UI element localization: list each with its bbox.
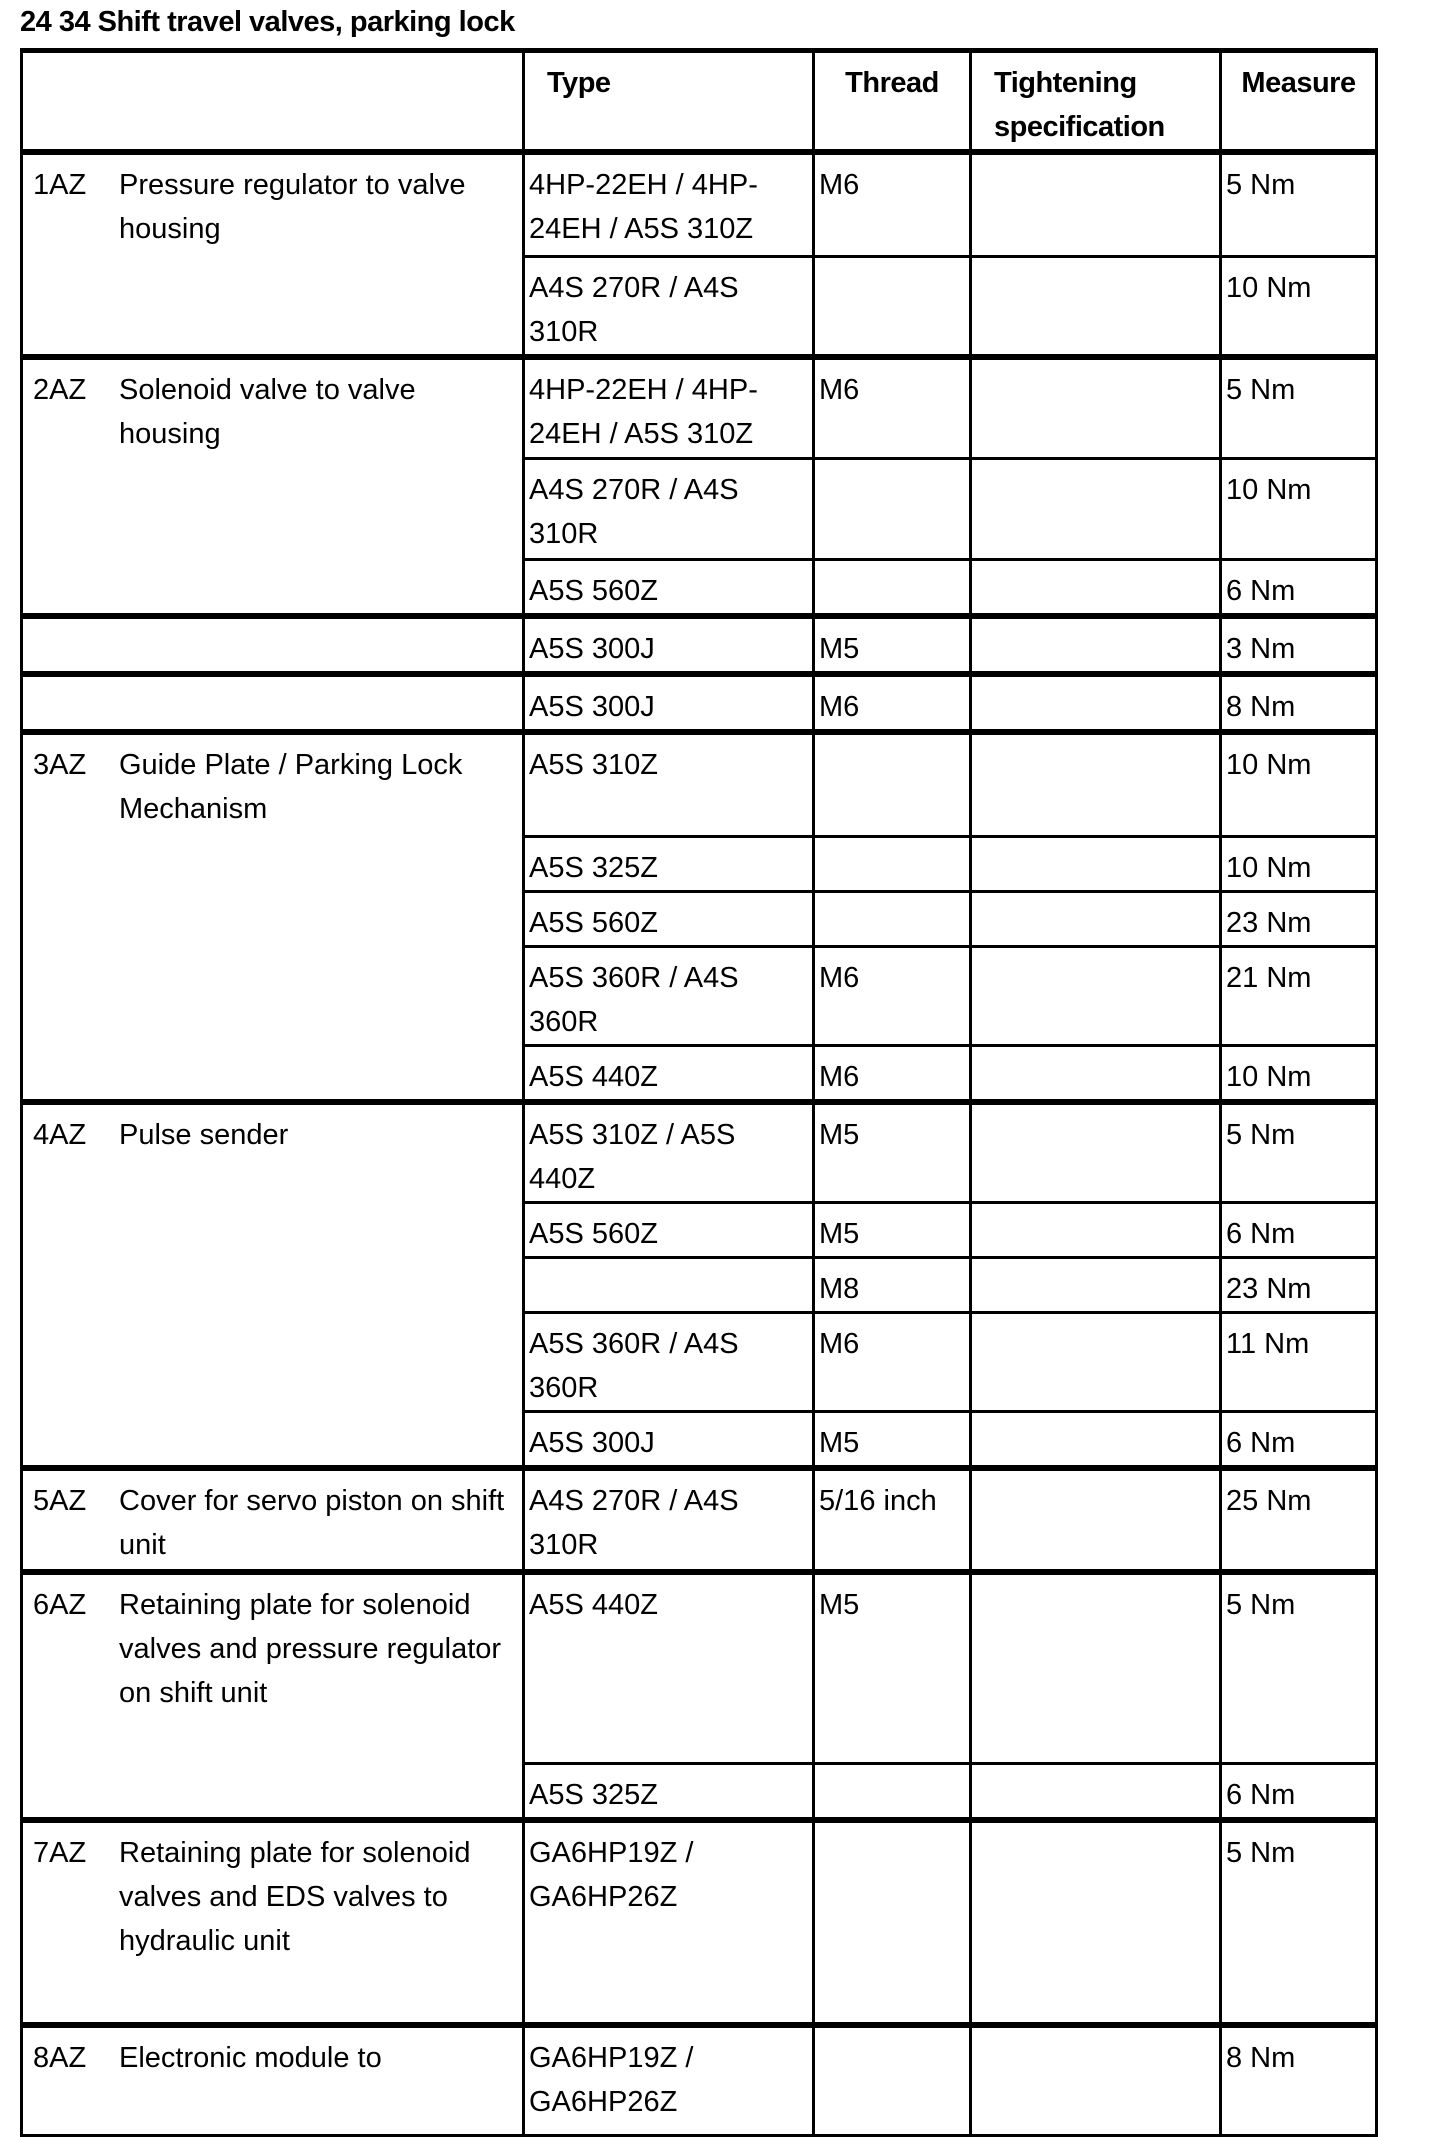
spec-cell [971, 1764, 1221, 1821]
type-cell: A5S 560Z [524, 891, 814, 946]
section-title: 24 34 Shift travel valves, parking lock [20, 6, 515, 38]
type-cell: A5S 440Z [524, 1045, 814, 1102]
thread-cell: 5/16 inch [814, 1468, 971, 1572]
spec-cell [971, 891, 1221, 946]
spec-cell [971, 1468, 1221, 1572]
thread-cell: M6 [814, 1312, 971, 1411]
type-cell: A5S 360R / A4S 360R [524, 946, 814, 1045]
measure-cell: 5 Nm [1221, 1820, 1377, 2025]
table-row [22, 616, 1377, 674]
measure-cell: 5 Nm [1221, 1102, 1377, 1203]
spec-cell [971, 732, 1221, 836]
type-cell: A5S 300J [524, 1411, 814, 1468]
measure-cell: 10 Nm [1221, 1045, 1377, 1102]
type-cell: A5S 310Z [524, 732, 814, 836]
table-row [22, 152, 1377, 256]
spec-cell [971, 357, 1221, 459]
item-code: 6AZ [33, 1588, 87, 1621]
item-code: 4AZ [33, 1118, 87, 1151]
spec-cell [971, 459, 1221, 560]
table-row [22, 674, 1377, 732]
thread-cell: M6 [814, 946, 971, 1045]
measure-cell: 6 Nm [1221, 1411, 1377, 1468]
measure-cell: 5 Nm [1221, 1572, 1377, 1764]
item-code: 1AZ [33, 169, 87, 201]
type-cell: A5S 300J [524, 616, 814, 674]
header-type: Type [524, 51, 814, 153]
measure-cell: 8 Nm [1221, 674, 1377, 732]
measure-cell: 10 Nm [1221, 732, 1377, 836]
item-cell [22, 2025, 524, 2135]
spec-cell [971, 1257, 1221, 1312]
spec-cell [971, 616, 1221, 674]
header-item [22, 51, 524, 153]
header-measure: Measure [1221, 51, 1377, 153]
item-description: Retaining plate for solenoid valves and EDS valves to hydraulic unit [119, 1837, 471, 1957]
thread-cell: M5 [814, 616, 971, 674]
type-cell: A5S 300J [524, 674, 814, 732]
measure-cell: 6 Nm [1221, 1202, 1377, 1257]
item-cell [22, 732, 524, 1102]
measure-cell: 10 Nm [1221, 256, 1377, 357]
spec-cell [971, 1045, 1221, 1102]
type-cell [524, 1257, 814, 1312]
thread-cell: M6 [814, 674, 971, 732]
type-cell: A4S 270R / A4S 310R [524, 459, 814, 560]
type-cell: A5S 310Z / A5S 440Z [524, 1102, 814, 1203]
item-description: Electronic module to [119, 2042, 382, 2074]
measure-cell: 11 Nm [1221, 1312, 1377, 1411]
thread-cell [814, 459, 971, 560]
type-cell: A5S 325Z [524, 836, 814, 891]
item-cell [22, 674, 524, 732]
thread-cell [814, 891, 971, 946]
type-cell: A5S 360R / A4S 360R [524, 1312, 814, 1411]
item-code: 2AZ [33, 373, 87, 406]
item-cell [22, 152, 524, 357]
item-cell [22, 616, 524, 674]
type-cell: 4HP-22EH / 4HP-24EH / A5S 310Z [524, 357, 814, 459]
table-row [22, 1102, 1377, 1203]
thread-cell: M6 [814, 1045, 971, 1102]
item-cell [22, 1468, 524, 1572]
thread-cell: M6 [814, 152, 971, 256]
item-cell [22, 1820, 524, 2025]
table-row [22, 1820, 1377, 2025]
type-cell: A5S 325Z [524, 1764, 814, 1821]
item-code: 8AZ [33, 2042, 87, 2074]
type-cell: 4HP-22EH / 4HP-24EH / A5S 310Z [524, 152, 814, 256]
thread-cell [814, 256, 971, 357]
spec-cell [971, 674, 1221, 732]
thread-cell: M5 [814, 1102, 971, 1203]
measure-cell: 8 Nm [1221, 2025, 1377, 2135]
thread-cell [814, 1820, 971, 2025]
thread-cell: M5 [814, 1411, 971, 1468]
table-row [22, 2025, 1377, 2135]
thread-cell: M5 [814, 1202, 971, 1257]
type-cell: GA6HP19Z / GA6HP26Z [524, 2025, 814, 2135]
item-description: Retaining plate for solenoid valves and pressure regulator on shift unit [119, 1588, 502, 1709]
measure-cell: 10 Nm [1221, 459, 1377, 560]
item-cell [22, 1102, 524, 1468]
table-row [22, 357, 1377, 459]
item-code: 5AZ [33, 1484, 87, 1517]
spec-cell [971, 1202, 1221, 1257]
thread-cell [814, 836, 971, 891]
spec-cell [971, 2025, 1221, 2135]
measure-cell: 21 Nm [1221, 946, 1377, 1045]
spec-cell [971, 1820, 1221, 2025]
type-cell: A4S 270R / A4S 310R [524, 256, 814, 357]
spec-cell [971, 836, 1221, 891]
type-cell: A5S 440Z [524, 1572, 814, 1764]
measure-cell: 5 Nm [1221, 357, 1377, 459]
spec-cell [971, 946, 1221, 1045]
spec-cell [971, 1572, 1221, 1764]
measure-cell: 23 Nm [1221, 1257, 1377, 1312]
spec-cell [971, 1102, 1221, 1203]
table-row [22, 732, 1377, 836]
spec-cell [971, 256, 1221, 357]
measure-cell: 6 Nm [1221, 560, 1377, 617]
table-row [22, 1468, 1377, 1572]
item-code: 3AZ [33, 749, 87, 781]
measure-cell: 10 Nm [1221, 836, 1377, 891]
header-spec: Tightening specification [971, 51, 1221, 153]
type-cell: GA6HP19Z / GA6HP26Z [524, 1820, 814, 2025]
thread-cell: M8 [814, 1257, 971, 1312]
type-cell: A4S 270R / A4S 310R [524, 1468, 814, 1572]
type-cell: A5S 560Z [524, 560, 814, 617]
item-description: Guide Plate / Parking Lock Mechanism [119, 749, 463, 825]
header-row [22, 51, 1377, 153]
thread-cell: M5 [814, 1572, 971, 1764]
thread-cell: M6 [814, 357, 971, 459]
spec-cell [971, 1411, 1221, 1468]
type-cell: A5S 560Z [524, 1202, 814, 1257]
spec-cell [971, 560, 1221, 617]
spec-cell [971, 152, 1221, 256]
table-row [22, 1572, 1377, 1764]
thread-cell [814, 560, 971, 617]
measure-cell: 23 Nm [1221, 891, 1377, 946]
thread-cell [814, 732, 971, 836]
item-description: Pressure regulator to valve housing [119, 169, 466, 245]
item-cell [22, 1572, 524, 1821]
spec-cell [971, 1312, 1221, 1411]
measure-cell: 5 Nm [1221, 152, 1377, 256]
measure-cell: 3 Nm [1221, 616, 1377, 674]
thread-cell [814, 1764, 971, 1821]
measure-cell: 6 Nm [1221, 1764, 1377, 1821]
item-cell [22, 357, 524, 617]
item-description: Pulse sender [119, 1118, 289, 1151]
item-description: Cover for servo piston on shift unit [119, 1484, 505, 1561]
torque-spec-table [20, 48, 1378, 2137]
item-description: Solenoid valve to valve housing [119, 373, 416, 450]
item-code: 7AZ [33, 1837, 87, 1869]
header-thread: Thread [814, 51, 971, 153]
measure-cell: 25 Nm [1221, 1468, 1377, 1572]
thread-cell [814, 2025, 971, 2135]
